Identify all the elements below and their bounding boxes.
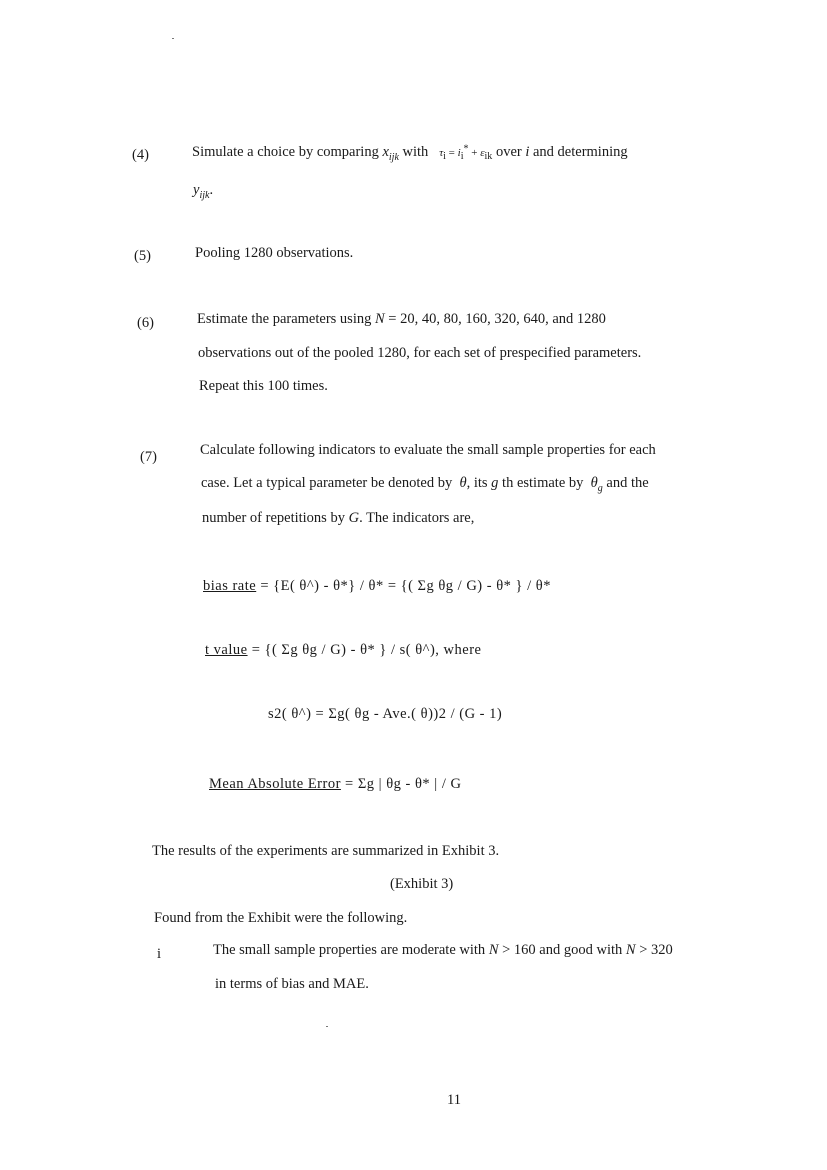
bias-rate-formula (203, 578, 551, 595)
t-value-formula (205, 642, 481, 659)
step-6-number: (6) (137, 315, 154, 331)
step-5-text: Pooling 1280 observations. (195, 245, 354, 261)
scan-speck (326, 1026, 328, 1027)
t-value-expression: = {( Σg θg / G) - θ* } / s( θ^), where (247, 642, 482, 658)
step-7-line-2: case. Let a typical parameter be denoted by θ, its g th estimate by $\theta_g$ and the (201, 475, 649, 494)
step-4-number: (4) (132, 147, 149, 163)
t-value-label: t value (205, 642, 248, 658)
step-7-number: (7) (140, 449, 157, 465)
summary-text: The results of the experiments are summarized in Exhibit 3. (152, 843, 500, 859)
finding-line-1: The small sample properties are moderate with N > 160 and good with N > 320 (213, 942, 673, 958)
found-intro: Found from the Exhibit were the following. (154, 910, 408, 926)
step-7-line-1: Calculate following indicators to evaluate the small sample properties for each (200, 442, 656, 458)
finding-line-2: in terms of bias and MAE. (215, 976, 369, 992)
mae-formula (209, 776, 461, 793)
bias-rate-label: bias rate (203, 578, 257, 594)
bias-rate-expression: = {E( θ^) - θ*} / θ* = {( Σg θg / G) - θ* } / θ* (256, 578, 551, 594)
step-6-line-3: Repeat this 100 times. (199, 378, 328, 394)
exhibit-reference: (Exhibit 3) (390, 876, 454, 892)
step-4-line-1: Simulate a choice by comparing $x_{ijk}$ with $\tau_i = i_i^* + \varepsilon_{ik}$ over i and determining (192, 143, 628, 163)
step-5-number: (5) (134, 248, 151, 264)
step-4-line-2: $y_{ijk}$. (193, 182, 214, 201)
step-6-line-1: Estimate the parameters using N = 20, 40, 80, 160, 320, 640, and 1280 (197, 311, 606, 327)
scan-speck (172, 38, 174, 39)
step-7-line-3: number of repetitions by G. The indicators are, (202, 510, 475, 526)
mae-expression: = Σg | θg - θ* | / G (340, 776, 462, 792)
finding-marker: i (157, 946, 162, 962)
page-number: 11 (447, 1092, 461, 1108)
s2-formula: s2( θ^) = Σg( θg - Ave.( θ))2 / (G - 1) (268, 706, 503, 722)
step-6-line-2: observations out of the pooled 1280, for each set of prespecified parameters. (198, 345, 642, 361)
mae-label: Mean Absolute Error (209, 776, 341, 792)
